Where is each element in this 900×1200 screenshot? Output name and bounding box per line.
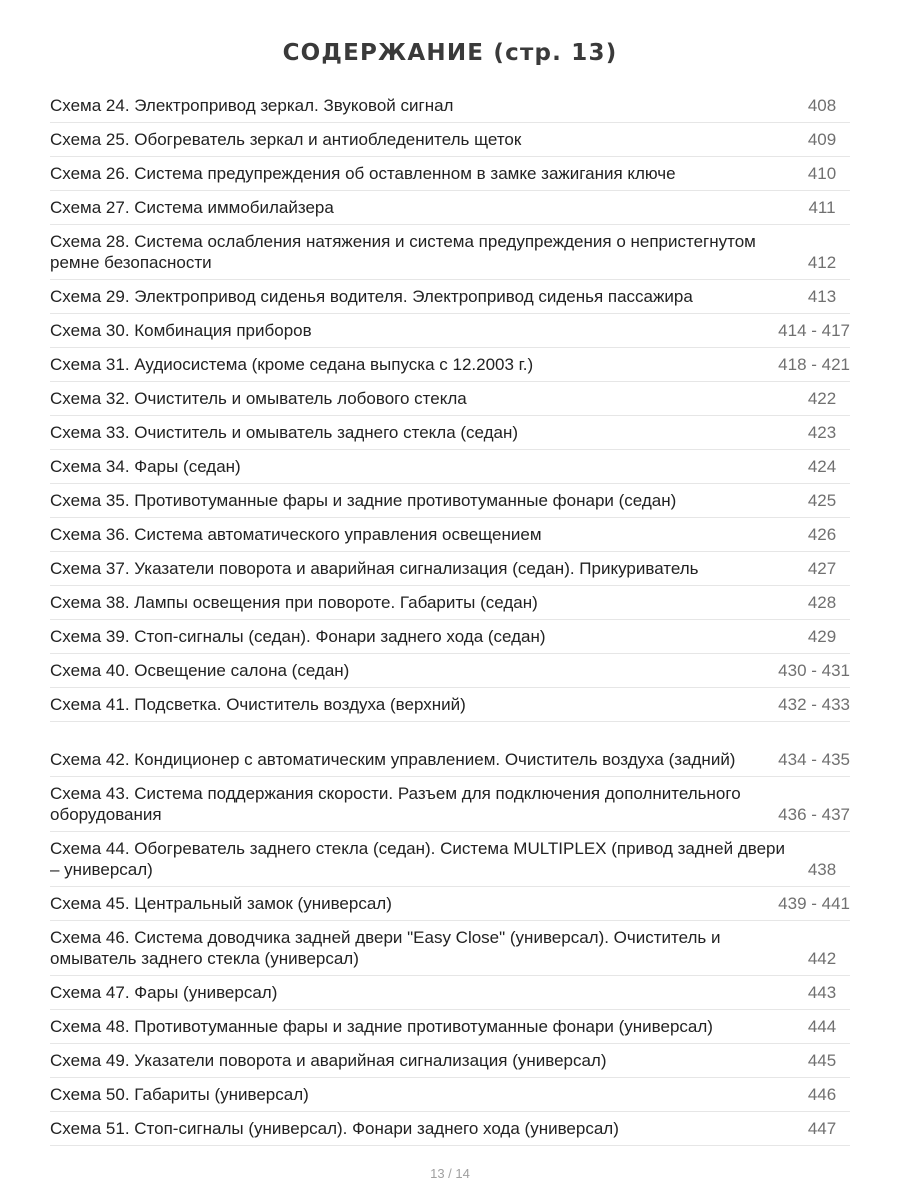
toc-entry-title: Схема 46. Система доводчика задней двери "Easy Close" (универсал). Очиститель и омыватель заднего стекла (универсал) [50,928,721,968]
toc-row[interactable] [50,620,850,654]
toc-entry-title: Схема 50. Габариты (универсал) [50,1085,309,1104]
toc-entry-page: 446 [807,1085,837,1104]
toc-row[interactable] [50,348,850,382]
toc-row[interactable] [50,382,850,416]
toc-entry-page: 418 - 421 [778,355,850,374]
toc-entry-page: 439 - 441 [778,894,850,913]
toc-entry-title: Схема 42. Кондиционер с автоматическим управлением. Очиститель воздуха (задний) [50,750,736,769]
toc-entry-page: 434 - 435 [778,750,850,769]
toc-entry-title: Схема 36. Система автоматического управления освещением [50,525,542,544]
toc-entry-title: Схема 37. Указатели поворота и аварийная сигнализация (седан). Прикуриватель [50,559,699,578]
toc-row[interactable] [50,688,850,722]
toc-entry-title: Схема 30. Комбинация приборов [50,321,312,340]
toc-entry-title: Схема 31. Аудиосистема (кроме седана выпуска с 12.2003 г.) [50,355,534,374]
toc-row[interactable] [50,1044,850,1078]
toc-row[interactable] [50,123,850,157]
toc-row[interactable] [50,722,850,777]
toc-entry-page: 426 [807,525,837,544]
toc-entry-page: 411 [808,198,836,217]
toc-row[interactable] [50,552,850,586]
toc-entry-title: Схема 24. Электропривод зеркал. Звуковой сигнал [50,96,454,115]
toc-row[interactable] [50,887,850,921]
toc-entry-title: Схема 41. Подсветка. Очиститель воздуха (верхний) [50,695,466,714]
toc-entry-page: 447 [807,1119,837,1138]
toc-entry-title: Схема 45. Центральный замок (универсал) [50,894,392,913]
toc-row[interactable] [50,225,850,280]
toc-entry-page: 438 [807,860,837,879]
toc-row[interactable] [50,280,850,314]
toc-row[interactable] [50,654,850,688]
toc-entry-title: Схема 39. Стоп-сигналы (седан). Фонари заднего хода (седан) [50,627,546,646]
toc-entry-title: Схема 49. Указатели поворота и аварийная сигнализация (универсал) [50,1051,607,1070]
toc-entry-page: 445 [807,1051,837,1070]
toc-row[interactable] [50,416,850,450]
toc-row[interactable] [50,921,850,976]
toc-entry-title: Схема 35. Противотуманные фары и задние противотуманные фонари (седан) [50,491,677,510]
toc-entry-title: Схема 48. Противотуманные фары и задние противотуманные фонари (универсал) [50,1017,713,1036]
toc-row[interactable] [50,89,850,123]
toc-row[interactable] [50,976,850,1010]
toc-entry-title: Схема 29. Электропривод сиденья водителя. Электропривод сиденья пассажира [50,287,693,306]
toc-entry-page: 408 [807,96,837,115]
toc-row[interactable] [50,1010,850,1044]
toc-entry-page: 425 [807,491,837,510]
toc-entry-page: 413 [807,287,837,306]
toc-entry-title: Схема 27. Система иммобилайзера [50,198,334,217]
toc-row[interactable] [50,157,850,191]
toc-row[interactable] [50,1078,850,1112]
toc-entry-title: Схема 34. Фары (седан) [50,457,241,476]
toc-entry-page: 412 [807,253,837,272]
toc-entry-page: 432 - 433 [778,695,850,714]
page-indicator: 13 / 14 [430,1166,470,1181]
page-title: СОДЕРЖАНИЕ (стр. 13) [282,40,618,66]
toc-entry-page: 436 - 437 [778,805,850,824]
toc-entry-page: 430 - 431 [778,661,850,680]
toc-row[interactable] [50,518,850,552]
toc-row[interactable] [50,191,850,225]
toc-entry-title: Схема 43. Система поддержания скорости. Разъем для подключения дополнительного оборудования [50,784,741,824]
table-of-contents [50,89,850,1146]
toc-entry-title: Схема 33. Очиститель и омыватель заднего стекла (седан) [50,423,519,442]
toc-entry-title: Схема 26. Система предупреждения об оставленном в замке зажигания ключе [50,164,676,183]
toc-entry-page: 409 [807,130,837,149]
toc-row[interactable] [50,832,850,887]
toc-entry-title: Схема 25. Обогреватель зеркал и антиобледенитель щеток [50,130,522,149]
toc-row[interactable] [50,586,850,620]
toc-entry-page: 427 [807,559,837,578]
toc-row[interactable] [50,1112,850,1146]
toc-entry-page: 442 [807,949,837,968]
toc-entry-title: Схема 51. Стоп-сигналы (универсал). Фонари заднего хода (универсал) [50,1119,619,1138]
toc-entry-page: 414 - 417 [778,321,850,340]
toc-entry-page: 428 [807,593,837,612]
toc-entry-page: 422 [807,389,837,408]
toc-entry-page: 429 [807,627,837,646]
toc-entry-page: 444 [807,1017,837,1036]
toc-entry-title: Схема 38. Лампы освещения при повороте. Габариты (седан) [50,593,538,612]
toc-entry-title: Схема 44. Обогреватель заднего стекла (седан). Система MULTIPLEX (привод задней двери – универсал) [50,839,785,879]
toc-entry-page: 410 [807,164,837,183]
toc-entry-page: 443 [807,983,837,1002]
toc-entry-title: Схема 32. Очиститель и омыватель лобового стекла [50,389,467,408]
toc-entry-title: Схема 28. Система ослабления натяжения и система предупреждения о непристегнутом ремне безопасности [50,232,756,272]
toc-entry-title: Схема 47. Фары (универсал) [50,983,278,1002]
toc-row[interactable] [50,484,850,518]
toc-row[interactable] [50,314,850,348]
toc-entry-title: Схема 40. Освещение салона (седан) [50,661,350,680]
toc-row[interactable] [50,450,850,484]
toc-entry-page: 423 [807,423,837,442]
toc-entry-page: 424 [807,457,837,476]
toc-row[interactable] [50,777,850,832]
